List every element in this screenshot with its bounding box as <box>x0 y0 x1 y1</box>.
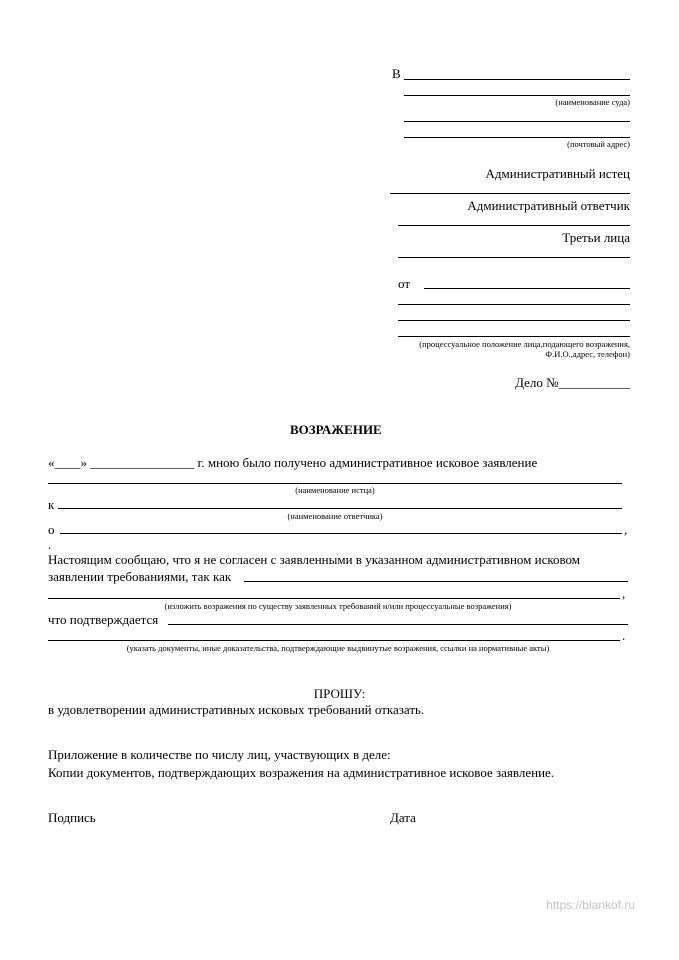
confirmed-by-label: что подтверждается <box>48 612 159 627</box>
statement-line-2: заявлении требованиями, так как <box>48 569 232 584</box>
request-text: в удовлетворении административных исковых требований отказать. <box>48 702 425 717</box>
court-line-2 <box>404 95 630 96</box>
court-prefix: В <box>392 66 401 81</box>
subject-comma: , <box>624 522 628 537</box>
objection-line-1 <box>244 581 628 582</box>
sender-line-1 <box>424 288 630 289</box>
defendant-name-line <box>58 508 622 509</box>
address-caption: (почтовый адрес) <box>567 139 630 149</box>
request-heading: ПРОШУ: <box>313 686 366 701</box>
address-line-2 <box>404 137 630 138</box>
attachment-line-2: Копии документов, подтверждающих возражения на административное исковое заявление. <box>48 765 555 780</box>
sender-caption-1: (процессуальное положение лица,подающего возражения, <box>419 339 630 349</box>
document-title: ВОЗРАЖЕНИЕ <box>290 422 382 437</box>
objection-caption: (изложить возражения по существу заявленных требований и/или процессуальные возражения) <box>164 601 512 611</box>
watermark: https://blankof.ru <box>546 898 635 912</box>
plaintiff-line <box>390 193 630 194</box>
from-prefix: от <box>398 276 411 291</box>
evidence-caption: (указать документы, иные доказательства, подтверждающие выдвинутые возражения, ссылки на нормативные акты) <box>126 643 550 653</box>
to-prefix: к <box>48 497 55 512</box>
evidence-dot: . <box>622 628 626 643</box>
signature-label: Подпись <box>48 810 96 825</box>
date-received-line: «____» ________________ г. мною было получено административное исковое заявление <box>48 455 538 470</box>
defendant-line <box>398 225 630 226</box>
defendant-label: Административный ответчик <box>467 198 630 213</box>
subject-line <box>60 533 622 534</box>
sender-line-4 <box>398 336 630 337</box>
case-number-label: Дело №___________ <box>515 375 630 390</box>
sender-line-3 <box>398 320 630 321</box>
subject-dot: . <box>48 537 52 552</box>
third-parties-line <box>398 257 630 258</box>
address-line <box>404 121 630 122</box>
statement-line-1: Настоящим сообщаю, что я не согласен с заявленными в указанном административном исковом <box>48 552 581 567</box>
sender-caption-2: Ф.И.О.,адрес, телефон) <box>545 349 630 359</box>
third-parties-label: Третьи лица <box>562 230 630 245</box>
sender-line-2 <box>398 304 630 305</box>
plaintiff-name-line <box>48 483 622 484</box>
court-caption: (наименование суда) <box>555 97 630 107</box>
court-line <box>404 79 630 80</box>
attachment-line-1: Приложение в количестве по числу лиц, участвующих в деле: <box>48 747 391 762</box>
defendant-name-caption: (наименование ответчика) <box>287 511 383 521</box>
plaintiff-label: Административный истец <box>485 166 630 181</box>
evidence-line-1 <box>168 624 628 625</box>
objection-line-2 <box>48 598 620 599</box>
plaintiff-name-caption: (наименование истца) <box>295 485 375 495</box>
objection-comma: , <box>622 586 626 601</box>
about-prefix: о <box>48 522 55 537</box>
date-label: Дата <box>390 810 416 825</box>
evidence-line-2 <box>48 640 620 641</box>
